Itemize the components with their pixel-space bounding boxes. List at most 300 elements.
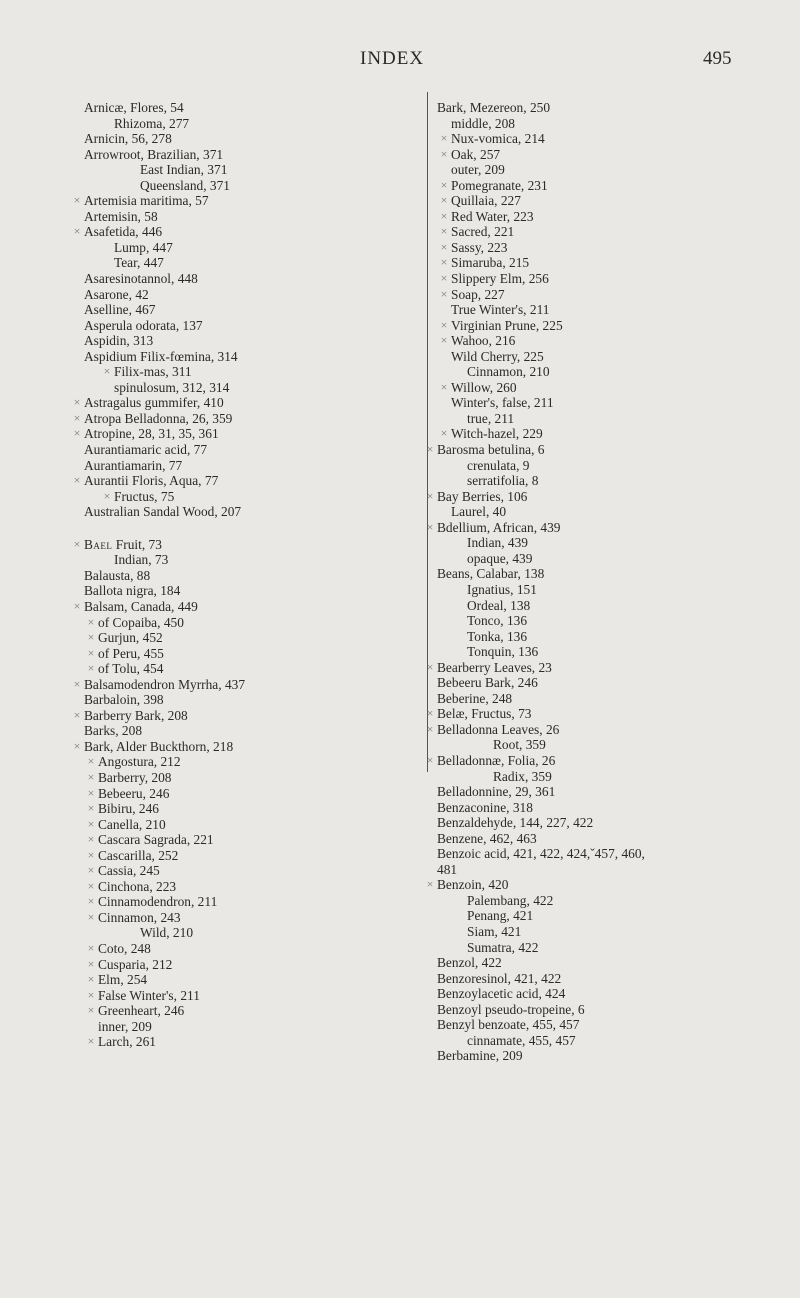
- pencil-check-mark-icon: ×: [440, 193, 448, 208]
- index-entry: [73, 598, 424, 615]
- index-entry-text: Benzene, 462, 463: [437, 830, 537, 846]
- pencil-check-mark-icon: ×: [87, 956, 95, 971]
- pencil-check-mark-icon: ×: [87, 630, 95, 645]
- index-entry: [437, 116, 782, 132]
- index-entry: [84, 255, 424, 271]
- index-entry: [437, 815, 782, 831]
- index-entry: [437, 846, 782, 862]
- index-entry: [84, 925, 424, 941]
- index-entry-text: Aurantiamaric acid, 77: [84, 442, 208, 458]
- index-entry-text: Atropine, 28, 31, 35, 361: [84, 426, 219, 442]
- index-entry: [426, 488, 782, 505]
- index-entry: [437, 613, 782, 629]
- pencil-check-mark-icon: ×: [87, 972, 95, 987]
- index-entry: [84, 646, 424, 662]
- index-entry-text: Witch-hazel, 229: [451, 426, 543, 442]
- index-entry-text: of Copaiba, 450: [98, 614, 184, 630]
- index-entry-text: outer, 209: [451, 162, 505, 178]
- index-entry-text: Greenheart, 246: [98, 1003, 185, 1019]
- index-entry: [84, 100, 424, 116]
- pencil-check-mark-icon: ×: [426, 877, 434, 892]
- pencil-check-mark-icon: ×: [440, 131, 448, 146]
- index-entry-text: Palembang, 422: [467, 892, 554, 908]
- index-entry-text: Wild, 210: [140, 925, 194, 941]
- index-entry-text: Queensland, 371: [140, 177, 230, 193]
- index-entry-text: Berbamine, 209: [437, 1048, 523, 1064]
- index-entry-text: Astragalus gummifer, 410: [84, 395, 224, 411]
- pencil-check-mark-icon: ×: [87, 645, 95, 660]
- index-entry-text: Arnicin, 56, 278: [84, 131, 172, 147]
- index-entry-text: Benzoylacetic acid, 424: [437, 986, 566, 1002]
- index-entry: [437, 800, 782, 816]
- index-entry: [437, 411, 782, 427]
- index-entry: [437, 504, 782, 520]
- index-entry-text: Balausta, 88: [84, 567, 151, 583]
- index-entry: [437, 691, 782, 707]
- index-entry: [426, 721, 782, 738]
- pencil-check-mark-icon: ×: [73, 707, 81, 722]
- index-entry: [84, 489, 424, 505]
- index-entry-text: Radix, 359: [493, 768, 552, 784]
- index-entry-text: Canella, 210: [98, 816, 166, 832]
- index-entry: [73, 676, 424, 693]
- index-entry-text: inner, 209: [98, 1018, 152, 1034]
- pencil-check-mark-icon: ×: [87, 894, 95, 909]
- pencil-check-mark-icon: ×: [440, 224, 448, 239]
- index-entry: [437, 924, 782, 940]
- index-entry-text: Cascara Sagrada, 221: [98, 832, 214, 848]
- index-entry: [73, 707, 424, 724]
- index-entry-text: Bark, Alder Buckthorn, 218: [84, 738, 234, 754]
- pencil-check-mark-icon: ×: [440, 255, 448, 270]
- index-entry-text: Cinnamodendron, 211: [98, 894, 218, 910]
- index-entry: [84, 801, 424, 817]
- index-entry: [437, 178, 782, 194]
- index-entry: [437, 100, 782, 116]
- pencil-check-mark-icon: ×: [426, 442, 434, 457]
- index-entry: [437, 737, 782, 753]
- index-entry-text: Benzaconine, 318: [437, 799, 533, 815]
- index-entry: [84, 552, 424, 568]
- pencil-check-mark-icon: ×: [87, 909, 95, 924]
- index-entry-text: Angostura, 212: [98, 754, 181, 770]
- pencil-check-mark-icon: ×: [440, 208, 448, 223]
- index-entry-text: true, 211: [467, 410, 515, 426]
- index-entry: [437, 131, 782, 147]
- index-entry: [84, 770, 424, 786]
- page-header: [0, 48, 800, 72]
- index-entry: [437, 333, 782, 349]
- index-entry-text: Nux-vomica, 214: [451, 131, 545, 147]
- index-entry: [84, 131, 424, 147]
- index-entry: [84, 832, 424, 848]
- index-entry-text: Cinnamon, 210: [467, 364, 550, 380]
- index-entry-text: Rhizoma, 277: [114, 115, 190, 131]
- index-entry-text: Atropa Belladonna, 26, 359: [84, 410, 233, 426]
- index-entry: [437, 193, 782, 209]
- index-entry: [84, 894, 424, 910]
- pencil-check-mark-icon: ×: [87, 754, 95, 769]
- index-entry-text: Belladonna Leaves, 26: [437, 721, 560, 737]
- pencil-check-mark-icon: ×: [440, 271, 448, 286]
- pencil-check-mark-icon: ×: [87, 1003, 95, 1018]
- index-entry-text: Australian Sandal Wood, 207: [84, 504, 242, 520]
- index-entry-text: serratifolia, 8: [467, 473, 539, 489]
- pencil-check-mark-icon: ×: [73, 598, 81, 613]
- index-entry-text: Quillaia, 227: [451, 193, 521, 209]
- index-entry-text: Asperula odorata, 137: [84, 317, 203, 333]
- index-entry: [437, 598, 782, 614]
- index-entry-text: Virginian Prune, 225: [451, 317, 563, 333]
- pencil-check-mark-icon: ×: [440, 333, 448, 348]
- index-entry: [73, 410, 424, 427]
- index-entry: [84, 630, 424, 646]
- index-entry: [437, 629, 782, 645]
- index-entry: [84, 910, 424, 926]
- index-entry: [437, 862, 782, 878]
- index-entry-text: Benzyl benzoate, 455, 457: [437, 1017, 580, 1033]
- index-entry: [437, 473, 782, 489]
- index-entry-text: Bdellium, African, 439: [437, 519, 561, 535]
- index-entry-text: Pomegranate, 231: [451, 177, 548, 193]
- index-entry-text: Belæ, Fructus, 73: [437, 706, 532, 722]
- index-entry: [426, 519, 782, 536]
- index-entry-text: Gurjun, 452: [98, 630, 163, 646]
- index-entry: [437, 426, 782, 442]
- index-entry-text: Laurel, 40: [451, 504, 507, 520]
- pencil-check-mark-icon: ×: [87, 816, 95, 831]
- index-entry: [84, 754, 424, 770]
- index-entry-text: Artemisin, 58: [84, 208, 158, 224]
- index-entry-text: of Tolu, 454: [98, 661, 164, 677]
- index-entry-text: Barberry, 208: [98, 769, 172, 785]
- index-entry-text: Soap, 227: [451, 286, 505, 302]
- pencil-check-mark-icon: ×: [426, 721, 434, 736]
- pencil-check-mark-icon: ×: [426, 659, 434, 674]
- index-entry: [426, 752, 782, 769]
- pencil-check-mark-icon: ×: [87, 987, 95, 1002]
- pencil-check-mark-icon: ×: [426, 752, 434, 767]
- pencil-check-mark-icon: ×: [73, 738, 81, 753]
- index-entry-text: False Winter's, 211: [98, 987, 200, 1003]
- index-column-left: [73, 100, 424, 1050]
- index-entry: [84, 972, 424, 988]
- index-column-right: [426, 100, 782, 1064]
- index-entry-text: cinnamate, 455, 457: [467, 1032, 576, 1048]
- index-entry: [73, 738, 424, 755]
- pencil-check-mark-icon: ×: [103, 364, 111, 379]
- index-entry: [437, 240, 782, 256]
- index-entry: [437, 784, 782, 800]
- index-entry: [84, 162, 424, 178]
- pencil-check-mark-icon: ×: [87, 661, 95, 676]
- index-entry-text: Benzoyl pseudo-tropeine, 6: [437, 1001, 585, 1017]
- index-entry: [84, 147, 424, 163]
- index-entry-text: Bay Berries, 106: [437, 488, 528, 504]
- index-entry-text: Winter's, false, 211: [451, 395, 554, 411]
- index-entry: [84, 723, 424, 739]
- index-entry: [73, 224, 424, 240]
- pencil-check-mark-icon: ×: [440, 286, 448, 301]
- index-entry-text: Cusparia, 212: [98, 956, 173, 972]
- pencil-check-mark-icon: ×: [426, 706, 434, 721]
- page-number: 495: [703, 48, 732, 69]
- pencil-check-mark-icon: ×: [426, 488, 434, 503]
- index-entry: [426, 442, 782, 458]
- index-entry-text: Belladonnine, 29, 361: [437, 784, 556, 800]
- pencil-check-mark-icon: ×: [87, 832, 95, 847]
- index-entry-text: Benzol, 422: [437, 955, 502, 971]
- index-entry-text: Ordeal, 138: [467, 597, 531, 613]
- index-entry: [437, 364, 782, 380]
- index-entry-text: Root, 359: [493, 737, 546, 753]
- index-entry-text: Filix-mas, 311: [114, 364, 192, 380]
- index-entry-text: 481: [437, 861, 458, 877]
- index-entry: [437, 986, 782, 1002]
- index-entry-text: Barosma betulina, 6: [437, 442, 545, 458]
- index-entry: [84, 209, 424, 225]
- index-entry-text: Arnicæ, Flores, 54: [84, 100, 184, 115]
- index-entry: [84, 957, 424, 973]
- index-entry: [437, 255, 782, 271]
- index-entry-text: Bibiru, 246: [98, 801, 160, 817]
- pencil-check-mark-icon: ×: [73, 410, 81, 425]
- pencil-check-mark-icon: ×: [73, 224, 81, 239]
- index-entry-text: Asarone, 42: [84, 286, 149, 302]
- index-entry: [426, 706, 782, 722]
- pencil-check-mark-icon: ×: [440, 146, 448, 161]
- pencil-check-mark-icon: ×: [426, 519, 434, 534]
- index-entry-text: Bearberry Leaves, 23: [437, 659, 552, 675]
- pencil-check-mark-icon: ×: [87, 769, 95, 784]
- index-entry-text: Asafetida, 446: [84, 224, 163, 240]
- index-entry: [84, 692, 424, 708]
- pencil-check-mark-icon: ×: [73, 473, 81, 488]
- index-entry: [84, 817, 424, 833]
- index-entry: [84, 333, 424, 349]
- index-entry-text: Indian, 73: [114, 552, 169, 568]
- index-entry-text: Balsamodendron Myrrha, 437: [84, 676, 246, 692]
- index-entry-text: Indian, 439: [467, 535, 528, 551]
- pencil-check-mark-icon: ×: [87, 863, 95, 878]
- section-gap: [84, 520, 424, 537]
- index-entry: [84, 364, 424, 380]
- index-entry: [84, 988, 424, 1004]
- pencil-check-mark-icon: ×: [440, 426, 448, 441]
- index-entry: [437, 1017, 782, 1033]
- index-entry-text: Sumatra, 422: [467, 939, 539, 955]
- index-entry-text: Siam, 421: [467, 923, 522, 939]
- index-entry-text: Bebeeru, 246: [98, 785, 170, 801]
- index-entry: [437, 1002, 782, 1018]
- index-entry-text: Fructus, 75: [114, 488, 175, 504]
- index-entry: [84, 380, 424, 396]
- index-entry-text: Beans, Calabar, 138: [437, 566, 545, 582]
- pencil-check-mark-icon: ×: [103, 488, 111, 503]
- pencil-check-mark-icon: ×: [87, 878, 95, 893]
- index-entry: [84, 1034, 424, 1050]
- pencil-check-mark-icon: ×: [87, 801, 95, 816]
- index-entry-text: Tonco, 136: [467, 613, 528, 629]
- index-entry: [437, 940, 782, 956]
- index-entry-text: Red Water, 223: [451, 208, 534, 224]
- index-entry: [84, 442, 424, 458]
- pencil-check-mark-icon: ×: [440, 379, 448, 394]
- pencil-check-mark-icon: ×: [73, 426, 81, 441]
- index-entry-text: middle, 208: [451, 115, 515, 131]
- index-entry-text: Benzaldehyde, 144, 227, 422: [437, 815, 594, 831]
- pencil-check-mark-icon: ×: [440, 177, 448, 192]
- index-entry: [84, 318, 424, 334]
- index-entry: [426, 877, 782, 893]
- index-entry: [437, 147, 782, 163]
- index-entry-text: East Indian, 371: [140, 162, 228, 178]
- index-entry: [84, 178, 424, 194]
- index-entry-text: Ignatius, 151: [467, 581, 537, 597]
- index-entry-text: True Winter's, 211: [451, 302, 550, 318]
- index-entry: [437, 209, 782, 225]
- index-entry: [84, 583, 424, 599]
- pencil-check-mark-icon: ×: [87, 847, 95, 862]
- index-entry: [73, 473, 424, 489]
- pencil-check-mark-icon: ×: [87, 1034, 95, 1049]
- index-entry: [73, 395, 424, 411]
- index-entry-text: Wahoo, 216: [451, 333, 516, 349]
- index-entry: [437, 395, 782, 411]
- index-entry-text: crenulata, 9: [467, 457, 530, 473]
- index-entry-text: Penang, 421: [467, 908, 534, 924]
- index-entry: [84, 848, 424, 864]
- index-entry-text: Sacred, 221: [451, 224, 515, 240]
- index-entry-text: Aspidium Filix-fœmina, 314: [84, 348, 238, 364]
- index-entry: [437, 1033, 782, 1049]
- index-entry-text: Artemisia maritima, 57: [84, 193, 209, 209]
- index-entry-text: Barberry Bark, 208: [84, 707, 188, 723]
- index-entry-text: Benzoin, 420: [437, 877, 509, 893]
- index-entry-text: Bark, Mezereon, 250: [437, 100, 551, 115]
- index-entry-text: Cascarilla, 252: [98, 847, 179, 863]
- index-entry: [84, 786, 424, 802]
- pencil-check-mark-icon: ×: [73, 395, 81, 410]
- index-entry-text: Cinnamon, 243: [98, 909, 181, 925]
- index-entry-text: Bael Fruit, 73: [84, 536, 162, 552]
- index-entry-text: Benzoic acid, 421, 422, 424,ˇ457, 460,: [437, 846, 645, 862]
- pencil-check-mark-icon: ×: [87, 614, 95, 629]
- index-entry: [84, 1019, 424, 1035]
- index-entry-text: Cinchona, 223: [98, 878, 177, 894]
- index-entry: [437, 458, 782, 474]
- index-entry: [84, 240, 424, 256]
- index-entry-text: Simaruba, 215: [451, 255, 530, 271]
- index-entry: [84, 615, 424, 631]
- index-entry: [84, 941, 424, 957]
- index-entry: [437, 566, 782, 582]
- index-entry: [437, 162, 782, 178]
- index-entry-text: Barbaloin, 398: [84, 692, 164, 708]
- index-entry-text: Slippery Elm, 256: [451, 271, 549, 287]
- index-entry: [84, 568, 424, 584]
- index-entry-text: Coto, 248: [98, 940, 151, 956]
- index-entry: [437, 380, 782, 396]
- index-entry-text: Aurantii Floris, Aqua, 77: [84, 473, 219, 489]
- index-entry: [84, 661, 424, 677]
- index-entry: [437, 349, 782, 365]
- index-entry-text: Oak, 257: [451, 146, 501, 162]
- index-entry-text: Larch, 261: [98, 1034, 157, 1050]
- index-entry-text: Balsam, Canada, 449: [84, 598, 198, 614]
- index-entry-text: Tonka, 136: [467, 628, 528, 644]
- index-entry: [437, 582, 782, 598]
- index-entry-text: Willow, 260: [451, 379, 517, 395]
- index-entry: [437, 318, 782, 334]
- index-entry: [437, 1048, 782, 1064]
- index-entry: [84, 271, 424, 287]
- index-entry: [84, 302, 424, 318]
- index-entry-text: Belladonnæ, Folia, 26: [437, 752, 556, 768]
- index-entry-text: Wild Cherry, 225: [451, 348, 544, 364]
- index-entry: [84, 504, 424, 520]
- index-entry-text: opaque, 439: [467, 550, 533, 566]
- index-entry-text: Elm, 254: [98, 972, 148, 988]
- index-entry-text: Arrowroot, Brazilian, 371: [84, 146, 224, 162]
- index-entry: [437, 271, 782, 287]
- page-title: INDEX: [360, 48, 425, 69]
- index-entry: [73, 193, 424, 209]
- index-entry: [73, 426, 424, 442]
- index-entry: [84, 1003, 424, 1019]
- index-entry-text: Cassia, 245: [98, 863, 160, 879]
- index-entry: [437, 224, 782, 240]
- index-entry-text: Barks, 208: [84, 723, 143, 739]
- index-entry: [437, 971, 782, 987]
- index-entry-text: Asaresinotannol, 448: [84, 271, 198, 287]
- index-entry-text: Aurantiamarin, 77: [84, 457, 183, 473]
- index-entry: [437, 893, 782, 909]
- index-entry: [437, 302, 782, 318]
- pencil-check-mark-icon: ×: [73, 536, 81, 551]
- index-entry: [437, 955, 782, 971]
- index-entry-text: spinulosum, 312, 314: [114, 379, 230, 395]
- index-entry: [437, 535, 782, 551]
- pencil-check-mark-icon: ×: [440, 317, 448, 332]
- index-entry: [437, 769, 782, 785]
- index-entry: [437, 831, 782, 847]
- index-entry: [437, 551, 782, 567]
- index-entry: [73, 536, 424, 553]
- index-entry: [84, 879, 424, 895]
- index-entry-text: Lump, 447: [114, 239, 173, 255]
- index-entry: [84, 458, 424, 474]
- pencil-check-mark-icon: ×: [73, 676, 81, 691]
- index-entry: [84, 116, 424, 132]
- index-entry-text: Aselline, 467: [84, 302, 156, 318]
- index-entry-text: Bebeeru Bark, 246: [437, 675, 538, 691]
- index-entry-text: Benzoresinol, 421, 422: [437, 970, 562, 986]
- index-entry: [437, 644, 782, 660]
- pencil-check-mark-icon: ×: [87, 785, 95, 800]
- index-entry-text: of Peru, 455: [98, 645, 164, 661]
- index-entry: [84, 349, 424, 365]
- pencil-check-mark-icon: ×: [440, 239, 448, 254]
- index-entry-text: Beberine, 248: [437, 690, 513, 706]
- pencil-check-mark-icon: ×: [73, 193, 81, 208]
- index-entry: [84, 863, 424, 879]
- index-entry-text: Ballota nigra, 184: [84, 583, 181, 599]
- index-entry: [84, 287, 424, 303]
- index-entry: [426, 659, 782, 676]
- index-entry-text: Aspidin, 313: [84, 333, 154, 349]
- index-entry-text: Tonquin, 136: [467, 644, 539, 660]
